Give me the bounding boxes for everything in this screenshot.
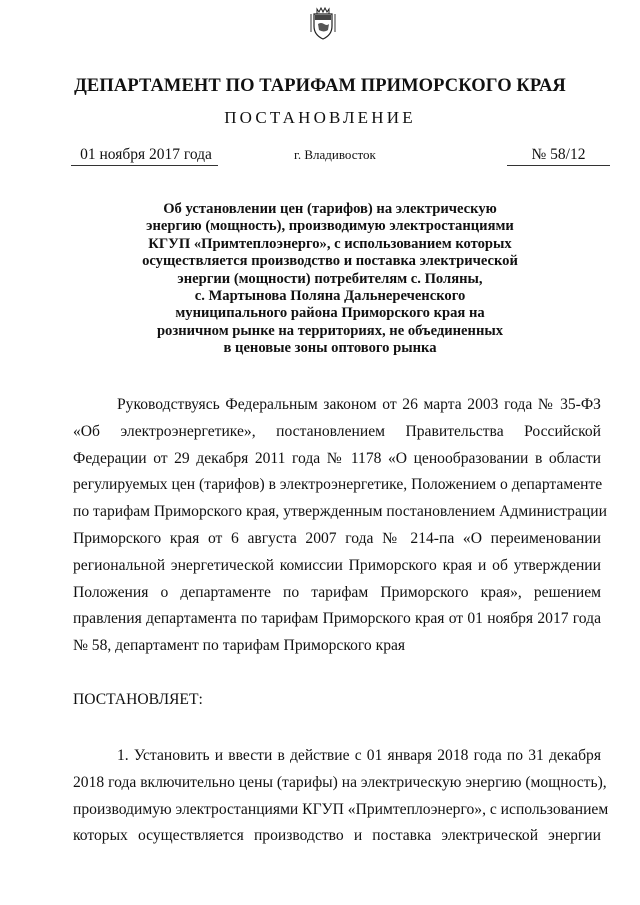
subject-line: Об установлении цен (тарифов) на электрическую	[163, 201, 497, 217]
resolves-heading: ПОСТАНОВЛЯЕТ:	[73, 691, 203, 708]
preamble-line: региональной энергетической комиссии Приморского края и об утверждении	[73, 556, 601, 574]
document-city: г. Владивосток	[294, 147, 376, 162]
item-line: 1. Установить и ввести в действие с 01 января 2018 года по 31 декабря	[117, 747, 601, 764]
department-title: ДЕПАРТАМЕНТ ПО ТАРИФАМ ПРИМОРСКОГО КРАЯ	[74, 76, 566, 96]
preamble-line: № 58, департамент по тарифам Приморского края	[73, 637, 406, 655]
subject-line: энергию (мощность), производимую электростанциями	[146, 218, 514, 235]
subject-line: КГУП «Примтеплоэнерго», с использованием которых	[148, 235, 512, 252]
item-line: производимую электростанциями КГУП «Примтеплоэнерго», с использованием	[73, 800, 609, 818]
preamble-line: Федерации от 29 декабря 2011 года № 1178 «О ценообразовании в области	[73, 449, 601, 467]
preamble-line: регулируемых цен (тарифов) в электроэнергетике, Положением о департаменте	[73, 476, 603, 494]
preamble-line: «Об электроэнергетике», постановлением Правительства Российской	[73, 422, 601, 440]
preamble-line: правления департамента по тарифам Приморского края от 01 ноября 2017 года	[73, 610, 601, 628]
item-1-paragraph	[73, 743, 609, 850]
item-line: которых осуществляется производство и поставка электрической энергии	[73, 827, 601, 845]
subject-line: розничном рынке на территориях, не объединенных	[156, 322, 504, 339]
subject-line: муниципального района Приморского края на	[175, 305, 485, 322]
document-date: 01 ноября 2017 года	[80, 146, 212, 163]
preamble-line: Положения о департаменте по тарифам Приморского края», решением	[73, 583, 601, 601]
subject-line: энергии (мощности) потребителям с. Поляны,	[177, 270, 483, 287]
document-subject	[120, 201, 540, 358]
subject-line: с. Мартынова Поляна Дальнереченского	[194, 288, 466, 305]
item-line: 2018 года включительно цены (тарифы) на электрическую энергию (мощность),	[73, 773, 607, 791]
preamble-line: по тарифам Приморского края, утвержденным постановлением Администрации	[73, 503, 607, 521]
subject-line: осуществляется производство и поставка электрической	[142, 253, 518, 270]
subject-line: в ценовые зоны оптового рынка	[223, 340, 437, 357]
date-underline	[71, 165, 218, 166]
number-underline	[507, 165, 610, 166]
coat-of-arms-emblem	[310, 6, 336, 40]
preamble-paragraph	[73, 392, 607, 660]
preamble-line: Руководствуясь Федеральным законом от 26 марта 2003 года № 35-ФЗ	[117, 396, 601, 413]
preamble-line: Приморского края от 6 августа 2007 года № 214-па «О переименовании	[73, 529, 601, 547]
document-number: № 58/12	[531, 146, 586, 163]
document-type: ПОСТАНОВЛЕНИЕ	[224, 108, 416, 127]
